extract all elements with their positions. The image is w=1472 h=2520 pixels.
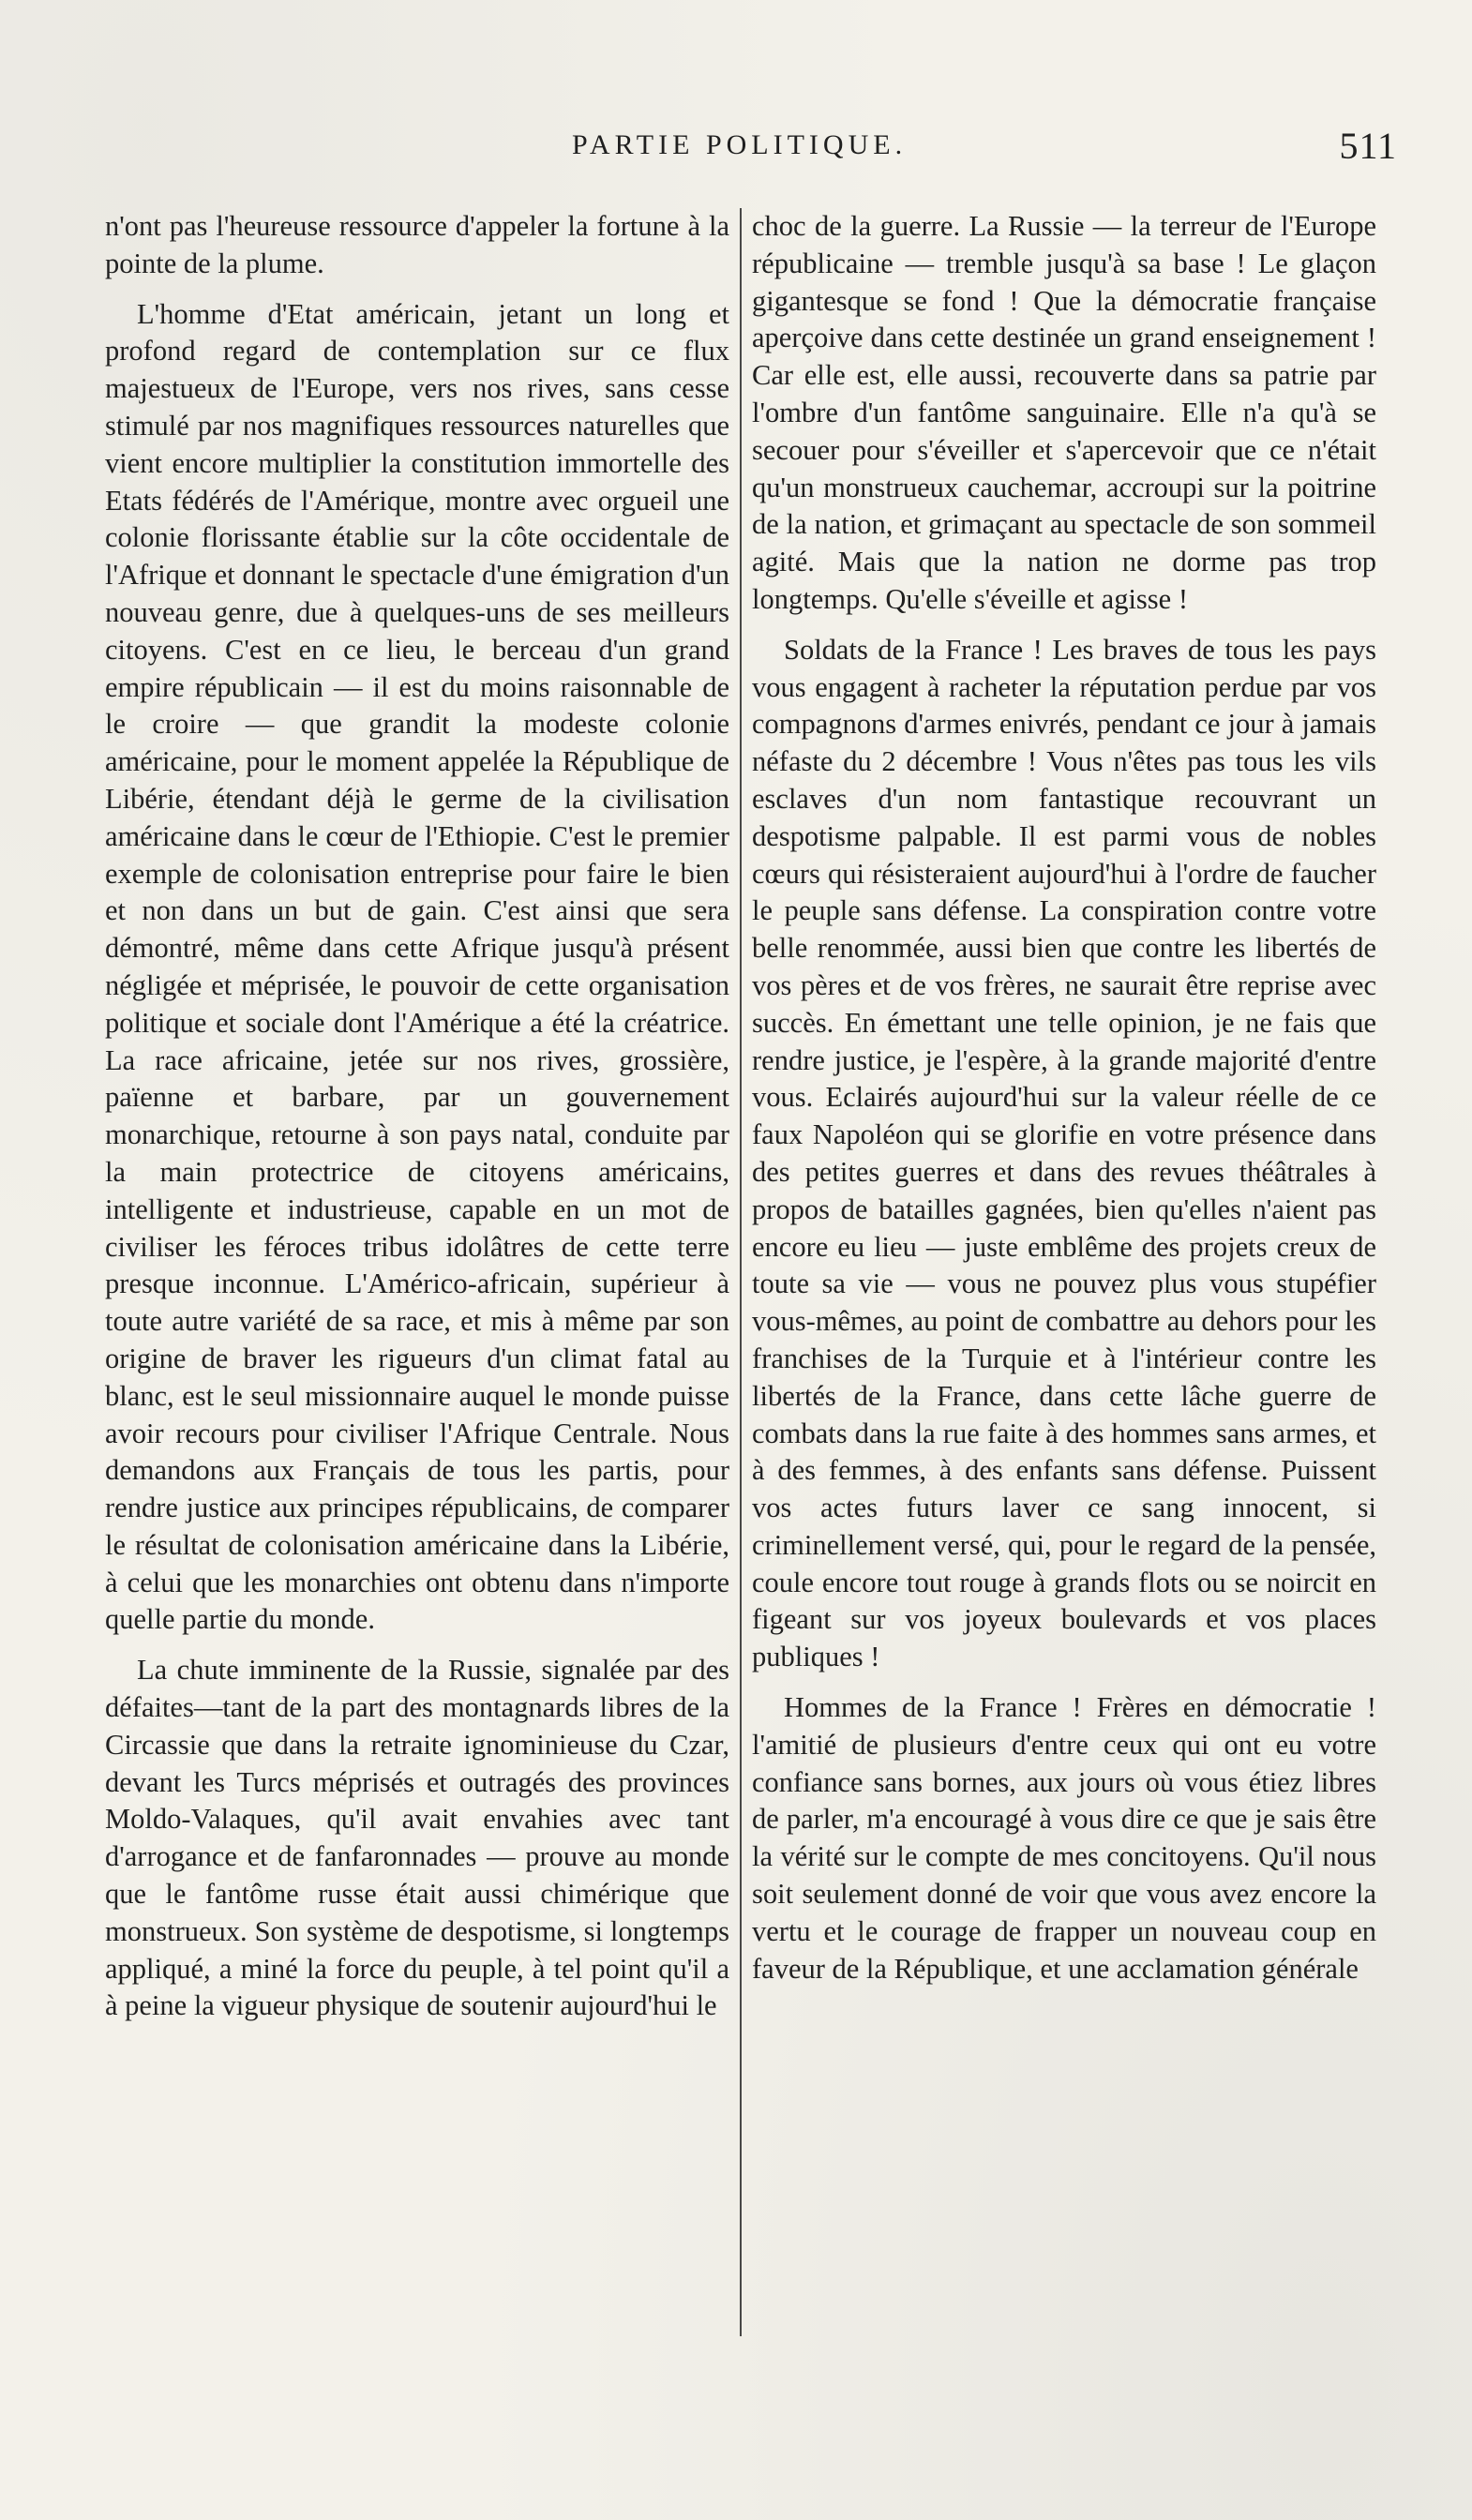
paragraph: Hommes de la France ! Frères en démocratie ! l'amitié de plusieurs d'entre ceux qui ont eu votre confiance sans bornes, aux jours où vous étiez libres de parler, m'a encouragé à vous dire ce que je sais être la vérité sur le compte de mes concitoyens. Qu'il nous soit seulement donné de voir que vous avez encore la vertu et le courage de frapper un nouveau coup en faveur de la République, et une acclamation générale (752, 1691, 1376, 1985)
right-column (752, 208, 1376, 2001)
paragraph: choc de la guerre. La Russie — la terreur de l'Europe républicaine — tremble jusqu'à sa base ! Le glaçon gigantesque se fond ! Que la démocratie française aperçoive dans cette destinée un grand enseignement ! Car elle est, elle aussi, recouverte dans sa patrie par l'ombre d'un fantôme sanguinaire. Elle n'a qu'à se secouer pour s'éveiller et s'apercevoir que ce n'était qu'un monstrueux cauchemar, accroupi sur la poitrine de la nation, et grimaçant au spectacle de son sommeil agité. Mais que la nation ne dorme pas trop longtemps. Qu'elle s'éveille et agisse ! (752, 210, 1376, 615)
paragraph: L'homme d'Etat américain, jetant un long et profond regard de contemplation sur ce flux majestueux de l'Europe, vers nos rives, sans cesse stimulé par nos magnifiques ressources naturelles que vient encore multiplier la constitution immortelle des Etats fédérés de l'Amérique, montre avec orgueil une colonie florissante établie sur la côte occidentale de l'Afrique et donnant le spectacle d'une émigration d'un nouveau genre, due à quelques-uns de ses meilleurs citoyens. C'est en ce lieu, le berceau d'un grand empire républicain — il est du moins raisonnable de le croire — que grandit la modeste colonie américaine, pour le moment appelée la République de Libérie, étendant déjà le germe de la civilisation américaine dans le cœur de l'Ethiopie. C'est le premier exemple de colonisation entreprise pour faire le bien et non dans un but de gain. C'est ainsi que sera démontré, même dans cette Afrique jusqu'à présent négligée et méprisée, le pouvoir de cette organisation politique et sociale dont l'Amérique a été la créatrice. La race africaine, jetée sur nos rives, grossière, païenne et barbare, par un gouvernement monarchique, retourne à son pays natal, conduite par la main protectrice de citoyens américains, intelligente et industrieuse, capable en un mot de civiliser les féroces tribus idolâtres de cette terre presque inconnue. L'Américo-africain, supérieur à toute autre variété de sa race, et mis à même par son origine de braver les rigueurs d'un climat fatal au blanc, est le seul missionnaire auquel le monde puisse avoir recours pour civiliser l'Afrique Centrale. Nous demandons aux Français de tous les partis, pour rendre justice aux principes républicains, de comparer le résultat de colonisation américaine dans la Libérie, à celui que les monarchies ont obtenu dans n'importe quelle partie du monde. (105, 297, 729, 1636)
page-header (113, 125, 1397, 176)
column-divider (740, 208, 742, 2336)
running-title: PARTIE POLITIQUE. (572, 129, 908, 160)
paragraph: La chute imminente de la Russie, signalée par des défaites—tant de la part des montagnards libres de la Circassie que dans la retraite ignominieuse du Czar, devant les Turcs méprisés et outragés des provinces Moldo-Valaques, qu'il avait envahies avec tant d'arrogance et de fanfaronnades — prouve au monde que le fantôme russe était aussi chimérique que monstrueux. Son système de despotisme, si longtemps appliqué, a miné la force du peuple, à tel point qu'il a à peine la vigueur physique de soutenir aujourd'hui le (105, 1654, 729, 2022)
left-column (105, 208, 729, 2038)
paragraph: Soldats de la France ! Les braves de tous les pays vous engagent à racheter la réputation perdue par vos compagnons d'armes enivrés, pendant ce jour à jamais néfaste du 2 décembre ! Vous n'êtes pas tous les vils esclaves d'un nom fantastique recouvrant un despotisme palpable. Il est parmi vous de nobles cœurs qui résisteraient aujourd'hui à l'ordre de faucher le peuple sans défense. La conspiration contre votre belle renommée, aussi bien que contre les libertés de vos pères et de vos frères, ne saurait être reprise avec succès. En émettant une telle opinion, je ne fais que rendre justice, je l'espère, à la grande majorité d'entre vous. Eclairés aujourd'hui sur la valeur réelle de ce faux Napoléon qui se glorifie en votre présence dans des petites guerres et dans des revues théâtrales à propos de batailles gagnées, bien qu'elles n'aient pas encore eu lieu — juste emblême des projets creux de toute sa vie — vous ne pouvez plus vous stupéfier vous-mêmes, au point de combattre au dehors pour les franchises de la Turquie et à l'intérieur contre les libertés de la France, dans cette lâche guerre de combats dans la rue faite à des hommes sans armes, et à des femmes, à des enfants sans défense. Puissent vos actes futurs laver ce sang innocent, si criminellement versé, qui, pour le regard de la pensée, coule encore tout rouge à grands flots ou se noircit en figeant sur vos joyeux boulevards et vos places publiques ! (752, 633, 1376, 1673)
paragraph: n'ont pas l'heureuse ressource d'appeler la fortune à la pointe de la plume. (105, 210, 729, 279)
page-number: 511 (1339, 125, 1397, 167)
